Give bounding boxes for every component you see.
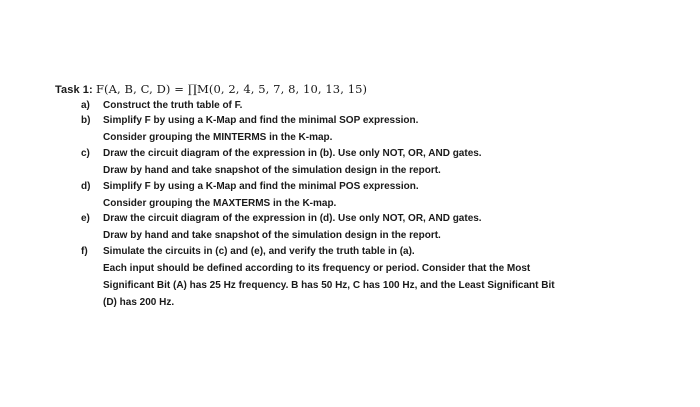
item-text-line: Consider grouping the MINTERMS in the K-map.: [103, 132, 333, 143]
item-text-line: Draw by hand and take snapshot of the simulation design in the report.: [103, 165, 441, 176]
item-marker: a): [81, 100, 90, 111]
item-text-line: Significant Bit (A) has 25 Hz frequency. B has 50 Hz, C has 100 Hz, and the Least Significant Bit: [103, 280, 555, 291]
item-text-line: Simplify F by using a K-Map and find the minimal SOP expression.: [103, 115, 419, 126]
item-text-line: Simulate the circuits in (c) and (e), and verify the truth table in (a).: [103, 246, 415, 257]
task-label: Task 1:: [55, 84, 96, 96]
item-marker: b): [81, 115, 91, 126]
item-marker: f): [81, 246, 88, 257]
item-text-line: Draw the circuit diagram of the expression in (d). Use only NOT, OR, AND gates.: [103, 213, 482, 224]
task-formula: F(A, B, C, D) = ∏M(0, 2, 4, 5, 7, 8, 10, 13, 15): [95, 82, 368, 96]
item-text-line: Draw by hand and take snapshot of the simulation design in the report.: [103, 230, 441, 241]
item-text-line: Draw the circuit diagram of the expression in (b). Use only NOT, OR, AND gates.: [103, 148, 482, 159]
item-text-line: Each input should be defined according to its frequency or period. Consider that the Most: [103, 263, 531, 274]
item-marker: d): [81, 181, 91, 192]
item-text-line: Construct the truth table of F.: [103, 100, 243, 111]
item-text-line: Consider grouping the MAXTERMS in the K-map.: [103, 198, 337, 209]
item-text-line: Simplify F by using a K-Map and find the minimal POS expression.: [103, 181, 419, 192]
item-marker: c): [81, 148, 90, 159]
task-heading: [55, 82, 367, 96]
item-text-line: (D) has 200 Hz.: [103, 297, 175, 308]
item-marker: e): [81, 213, 90, 224]
